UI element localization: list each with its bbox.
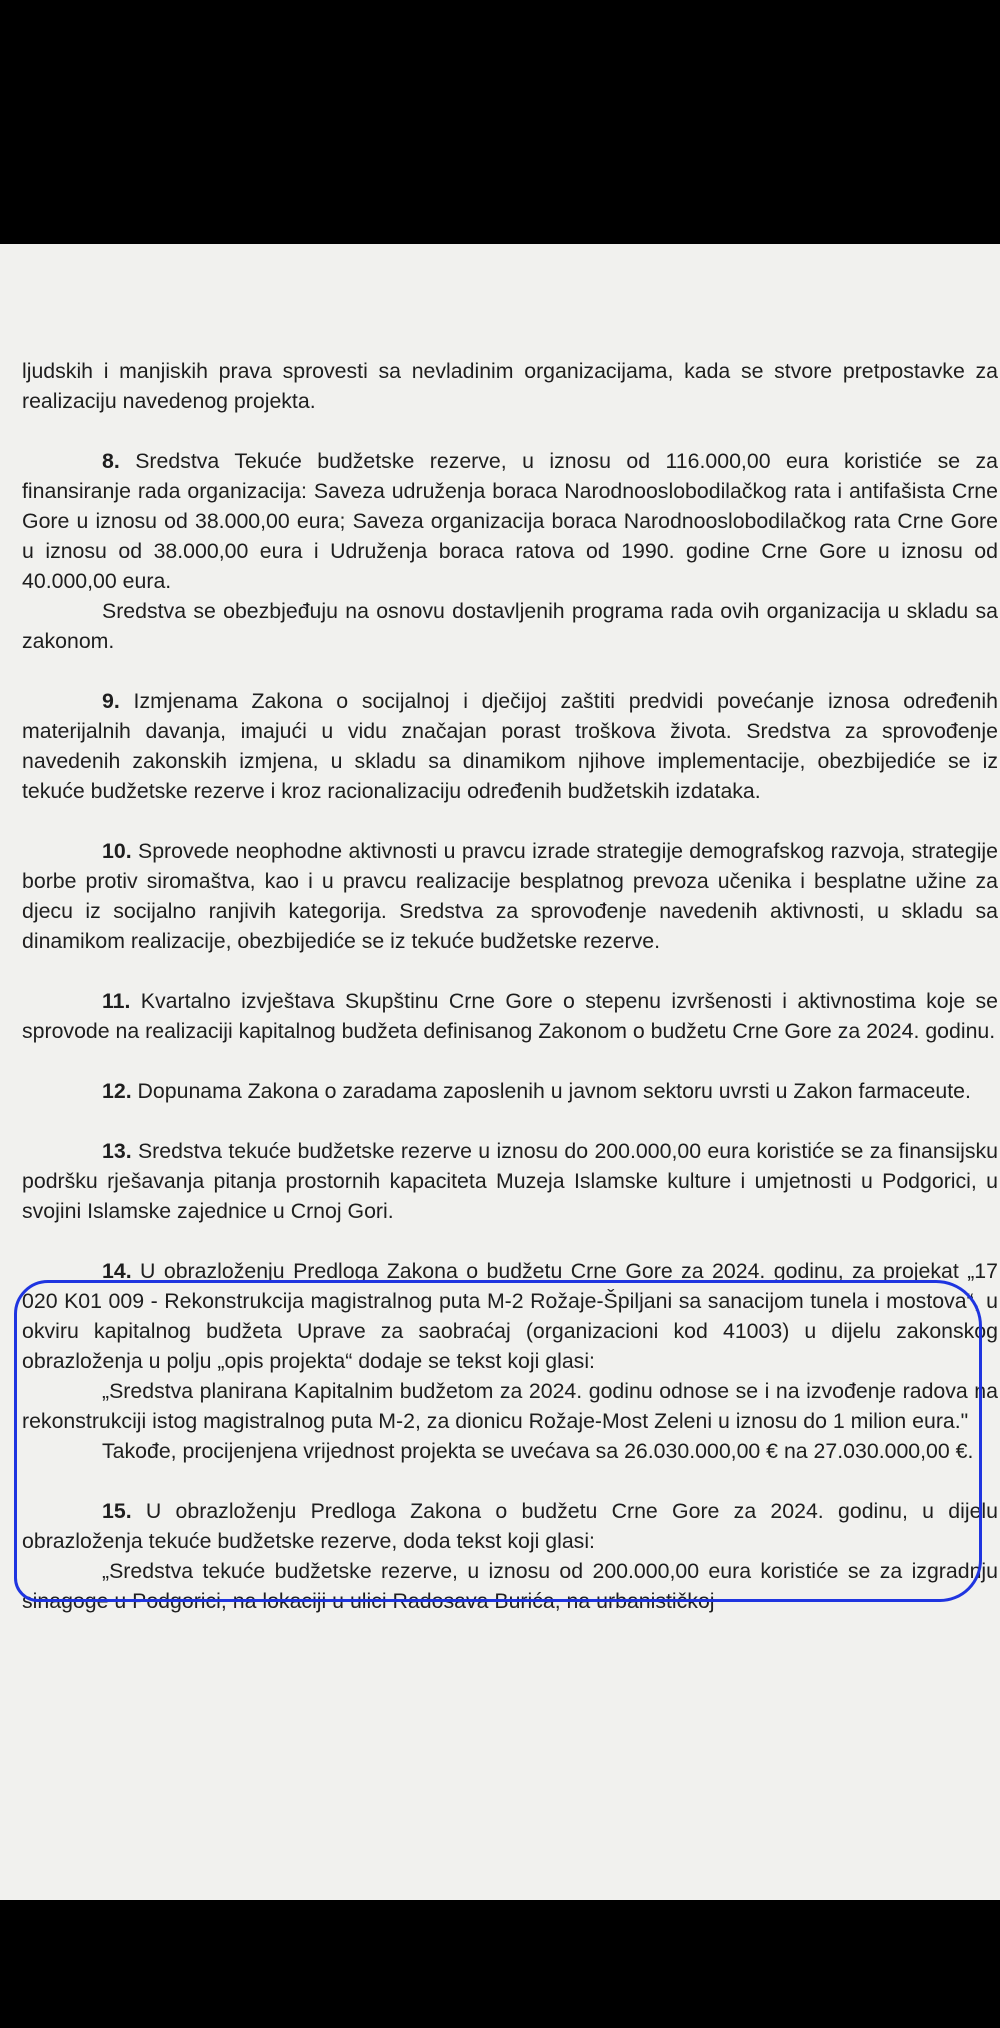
paragraph-number: 13. [102, 1139, 132, 1163]
paragraph-8: 8. Sredstva Tekuće budžetske rezerve, u iznosu od 116.000,00 eura koristiće se za finansiranje rada organizacija: Saveza udruženja boraca Narodnooslobodilačkog rata i antifašista Crne Gore u iznosu od 38.000,00 eura; Saveza organizacija boraca Narodnooslobodilačkog rata Crne Gore u iznosu od 38.000,00 eura i Udruženja boraca ratova od 1990. godine Crne Gore u iznosu od 40.000,00 eura. [22, 449, 999, 593]
paragraph-number: 12. [102, 1079, 132, 1103]
document-body [22, 356, 998, 1616]
paragraph-number: 11. [102, 989, 131, 1013]
document-page [0, 244, 1000, 1900]
paragraph-14-quote: „Sredstva planirana Kapitalnim budžetom za 2024. godinu odnose se i na izvođenje radova na rekonstrukciji istog magistralnog puta M-2, za dionicu Rožaje-Most Zeleni u iznosu do 1 milion eura." [22, 1379, 998, 1433]
paragraph-12: 12. Dopunama Zakona o zaradama zaposlenih u javnom sektoru uvrsti u Zakon farmaceute. [102, 1079, 971, 1103]
paragraph-11: 11. Kvartalno izvještava Skupštinu Crne Gore o stepenu izvršenosti i aktivnostima koje se sprovode na realizaciji kapitalnog budžeta definisanog Zakonom o budžetu Crne Gore za 2024. godinu. [22, 989, 999, 1043]
paragraph-number: 15. [102, 1499, 132, 1523]
paragraph-number: 14. [102, 1259, 132, 1283]
paragraph-number: 10. [102, 839, 132, 863]
paragraph-13: 13. Sredstva tekuće budžetske rezerve u iznosu do 200.000,00 eura koristiće se za finansijsku podršku rješavanja pitanja prostornih kapaciteta Muzeja Islamske kulture i umjetnosti u Podgorici, u svojini Islamske zajednice u Crnoj Gori. [22, 1139, 998, 1223]
paragraph-8-continuation: Sredstva se obezbjeđuju na osnovu dostavljenih programa rada ovih organizacija u skladu sa zakonom. [22, 599, 998, 653]
paragraph-number: 9. [102, 689, 120, 713]
paragraph-14-value-change: Takođe, procijenjena vrijednost projekta se uvećava sa 26.030.000,00 € na 27.030.000,00 €. [102, 1439, 974, 1463]
paragraph-10: 10. Sprovede neophodne aktivnosti u pravcu izrade strategije demografskog razvoja, strategije borbe protiv siromaštva, kao i u pravcu realizacije besplatnog prevoza učenika i besplatne užine za djecu iz socijalno ranjivih kategorija. Sredstva za sprovođenje navedenih aktivnosti, u skladu sa dinamikom realizacije, obezbijediće se iz tekuće budžetske rezerve. [22, 839, 998, 953]
paragraph-9: 9. Izmjenama Zakona o socijalnoj i dječijoj zaštiti predvidi povećanje iznosa određenih materijalnih davanja, imajući u vidu značajan porast troškova života. Sredstva za sprovođenje navedenih zakonskih izmjena, u skladu sa dinamikom njihove implementacije, obezbijediće se iz tekuće budžetske rezerve i kroz racionalizaciju određenih budžetskih izdataka. [22, 689, 998, 803]
paragraph-number: 8. [102, 449, 120, 473]
paragraph-15: 15. U obrazloženju Predloga Zakona o budžetu Crne Gore za 2024. godinu, u dijelu obrazloženja tekuće budžetske rezerve, doda tekst koji glasi: [22, 1499, 998, 1553]
paragraph-15-quote: „Sredstva tekuće budžetske rezerve, u iznosu od 200.000,00 eura koristiće se za izgradnju sinagoge u Podgorici, na lokaciji u ulici Radosava Burića, na urbanističkoj [22, 1559, 998, 1613]
paragraph-continuation: ljudskih i manjiskih prava sprovesti sa nevladinim organizacijama, kada se stvore pretpostavke za realizaciju navedenog projekta. [22, 359, 998, 413]
paragraph-14: 14. U obrazloženju Predloga Zakona o budžetu Crne Gore za 2024. godinu, za projekat „17 020 K01 009 - Rekonstrukcija magistralnog puta M-2 Rožaje-Špiljani sa sanacijom tunela i mostova“, u okviru kapitalnog budžeta Uprave za saobraćaj (organizacioni kod 41003) u dijelu zakonskog obrazloženja u polju „opis projekta“ dodaje se tekst koji glasi: [22, 1259, 998, 1373]
